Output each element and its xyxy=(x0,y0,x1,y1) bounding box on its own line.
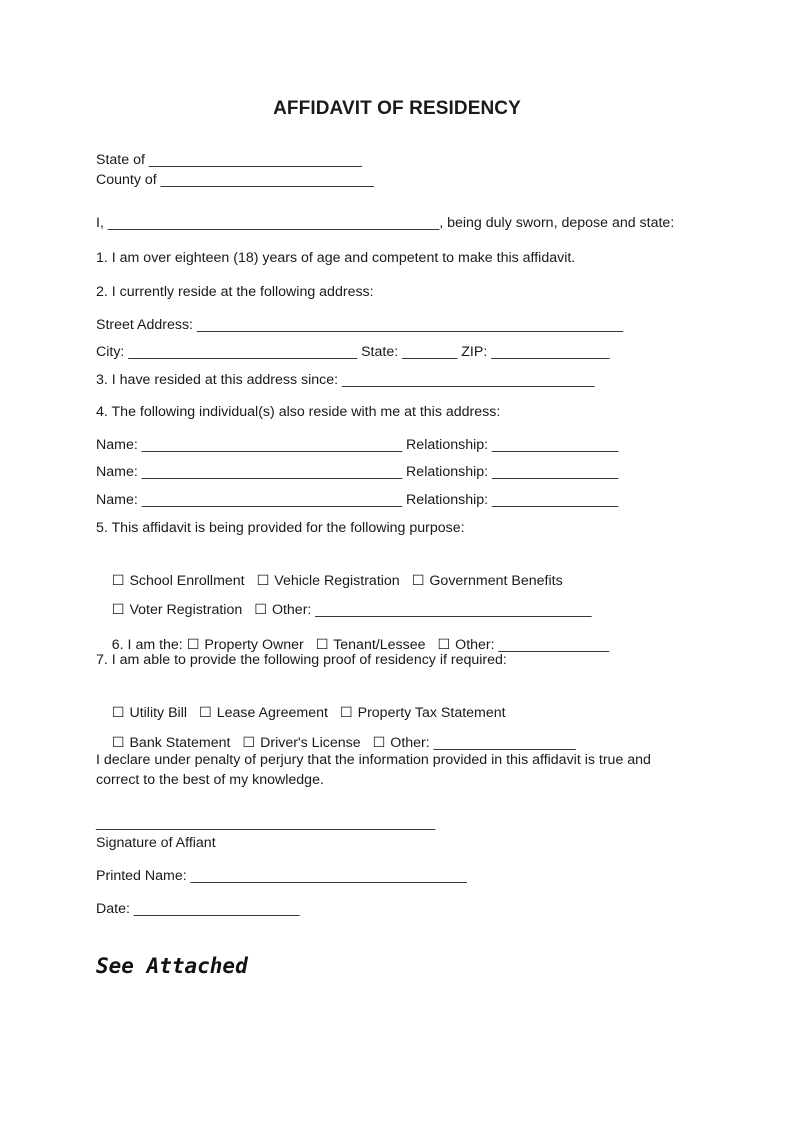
item-2-address-heading: 2. I currently reside at the following address: xyxy=(96,284,374,300)
declaration-text-line-2: correct to the best of my knowledge. xyxy=(96,772,324,788)
checkbox-icon[interactable]: ☐ xyxy=(411,573,425,589)
item-4-residents-heading: 4. The following individual(s) also reside with me at this address: xyxy=(96,404,501,420)
option-label: Property Owner xyxy=(204,637,304,653)
checkbox-icon[interactable]: ☐ xyxy=(242,735,256,751)
option-label: Property Tax Statement xyxy=(357,705,506,721)
option-label: School Enrollment xyxy=(129,573,245,589)
checkbox-icon[interactable]: ☐ xyxy=(111,705,125,721)
item-3-resided-since-field[interactable]: 3. I have resided at this address since: ________________________________ xyxy=(96,372,595,388)
purpose-other[interactable] xyxy=(254,602,591,618)
item-1-age-statement: 1. I am over eighteen (18) years of age and competent to make this affidavit. xyxy=(96,250,576,266)
purpose-voter-registration[interactable] xyxy=(112,602,242,618)
checkbox-icon[interactable]: ☐ xyxy=(111,735,125,751)
option-label: Driver's License xyxy=(260,735,361,751)
item-6-label: 6. I am the: xyxy=(111,637,183,653)
checkbox-icon[interactable]: ☐ xyxy=(315,637,329,653)
option-label: Tenant/Lessee xyxy=(333,637,426,653)
proof-drivers-license[interactable] xyxy=(242,735,360,751)
option-label: Vehicle Registration xyxy=(274,573,400,589)
checkbox-icon[interactable]: ☐ xyxy=(186,637,200,653)
proof-other[interactable] xyxy=(373,735,576,751)
date-field[interactable]: Date: _____________________ xyxy=(96,901,300,917)
printed-name-field[interactable]: Printed Name: ___________________________________ xyxy=(96,868,467,884)
item-5-purpose-heading: 5. This affidavit is being provided for the following purpose: xyxy=(96,520,465,536)
declaration-text-line-1: I declare under penalty of perjury that the information provided in this affidavit is true and xyxy=(96,752,651,768)
proof-bank-statement[interactable] xyxy=(112,735,231,751)
checkbox-icon[interactable]: ☐ xyxy=(339,705,353,721)
checkbox-icon[interactable]: ☐ xyxy=(111,573,125,589)
checkbox-icon[interactable]: ☐ xyxy=(254,602,267,618)
affiant-name-statement[interactable]: I, __________________________________________, being duly sworn, depose and state: xyxy=(96,215,675,231)
resident-row[interactable]: Name: _________________________________ Relationship: ________________ xyxy=(96,492,619,508)
document-title: AFFIDAVIT OF RESIDENCY xyxy=(273,98,521,119)
option-label: Other: ______________ xyxy=(455,637,610,653)
option-label: Lease Agreement xyxy=(216,705,328,721)
item-7-proof-heading: 7. I am able to provide the following proof of residency if required: xyxy=(96,652,507,668)
city-state-zip-field[interactable]: City: _____________________________ State: _______ ZIP: _______________ xyxy=(96,344,610,360)
option-label: Other: __________________ xyxy=(390,735,576,751)
checkbox-icon[interactable]: ☐ xyxy=(199,705,212,721)
option-label: Other: ___________________________________ xyxy=(271,602,592,618)
checkbox-icon[interactable]: ☐ xyxy=(372,735,386,751)
state-field[interactable]: State of ___________________________ xyxy=(96,152,362,168)
resident-row[interactable]: Name: _________________________________ Relationship: ________________ xyxy=(96,464,619,480)
checkbox-icon[interactable]: ☐ xyxy=(437,637,451,653)
option-label: Voter Registration xyxy=(129,602,243,618)
option-label: Utility Bill xyxy=(129,705,188,721)
resident-row[interactable]: Name: _________________________________ Relationship: ________________ xyxy=(96,437,619,453)
option-label: Bank Statement xyxy=(129,735,231,751)
county-field[interactable]: County of ___________________________ xyxy=(96,172,374,188)
option-label: Government Benefits xyxy=(429,573,563,589)
signature-line[interactable]: ___________________________________________ xyxy=(96,815,436,831)
checkbox-icon[interactable]: ☐ xyxy=(111,602,125,618)
handwritten-note: See Attached xyxy=(96,954,248,978)
checkbox-icon[interactable]: ☐ xyxy=(256,573,270,589)
street-address-field[interactable]: Street Address: ______________________________________________________ xyxy=(96,317,624,333)
signature-label: Signature of Affiant xyxy=(96,835,216,851)
